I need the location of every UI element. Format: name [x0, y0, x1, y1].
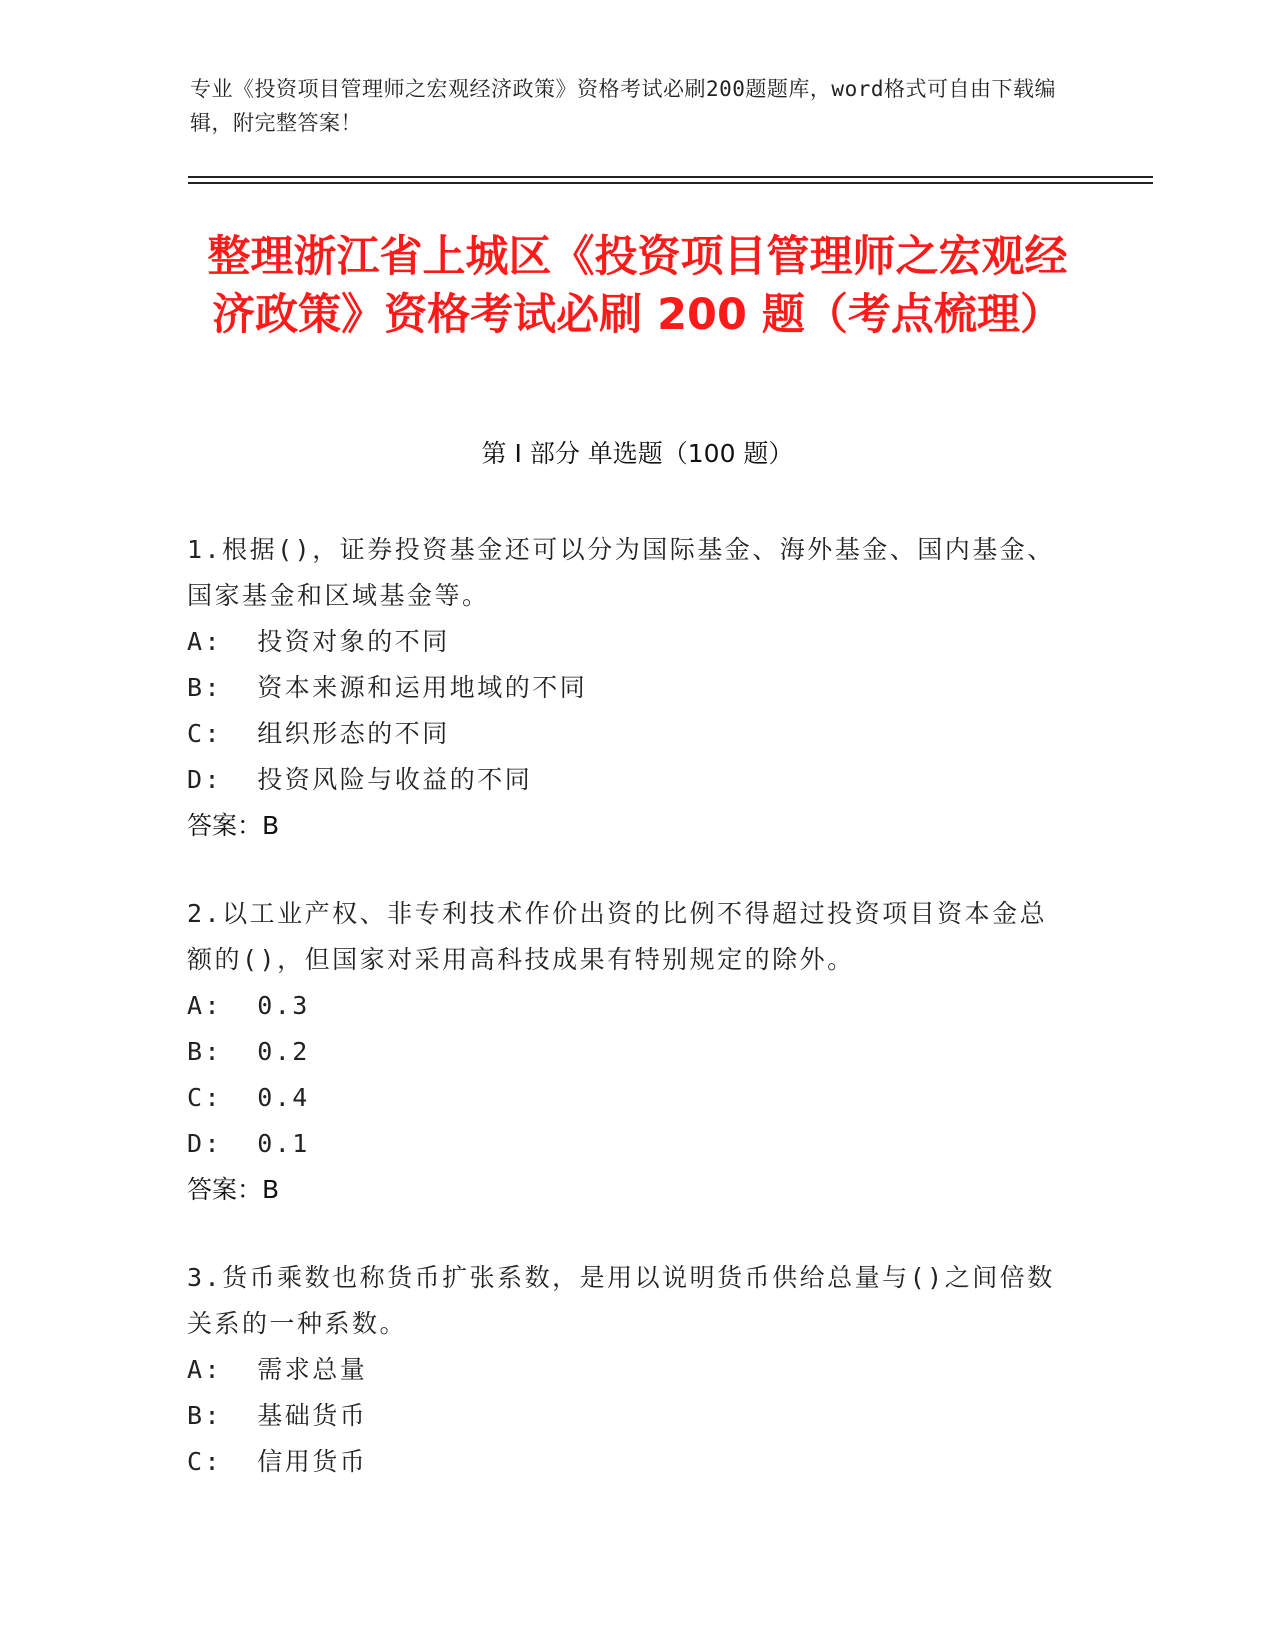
option-c: C: 0.4 [187, 1083, 310, 1112]
option-a: A: 投资对象的不同 [187, 627, 450, 656]
header-note: 专业《投资项目管理师之宏观经济政策》资格考试必刷200题题库，word格式可自由下载编辑，附完整答案！ [190, 77, 1056, 135]
document-title: 整理浙江省上城区《投资项目管理师之宏观经济政策》资格考试必刷 200 题（考点梳理） [207, 232, 1068, 340]
question-stem: 2.以工业产权、非专利技术作价出资的比例不得超过投资项目资本金总额的()，但国家对采用高科技成果有特别规定的除外。 [187, 899, 1048, 974]
option-d: D: 0.1 [187, 1129, 310, 1158]
question-2 [187, 891, 1067, 1213]
question-1 [187, 527, 1067, 849]
header-divider-bottom [188, 182, 1153, 184]
option-c: C: 组织形态的不同 [187, 719, 450, 748]
option-a: A: 0.3 [187, 991, 310, 1020]
option-b: B: 资本来源和运用地域的不同 [187, 673, 588, 702]
option-b: B: 基础货币 [187, 1401, 368, 1430]
answer: 答案：B [187, 811, 280, 840]
question-stem: 1.根据()，证券投资基金还可以分为国际基金、海外基金、国内基金、国家基金和区域基金等。 [187, 535, 1055, 610]
header-divider-top [188, 176, 1153, 178]
option-c: C: 信用货币 [187, 1447, 368, 1476]
section-title: 第 I 部分 单选题（100 题） [481, 439, 794, 468]
answer: 答案：B [187, 1175, 280, 1204]
option-a: A: 需求总量 [187, 1355, 368, 1384]
option-d: D: 投资风险与收益的不同 [187, 765, 533, 794]
question-list [187, 527, 1067, 1527]
question-stem: 3.货币乘数也称货币扩张系数，是用以说明货币供给总量与()之间倍数关系的一种系数。 [187, 1263, 1055, 1338]
question-3 [187, 1255, 1067, 1485]
option-b: B: 0.2 [187, 1037, 310, 1066]
